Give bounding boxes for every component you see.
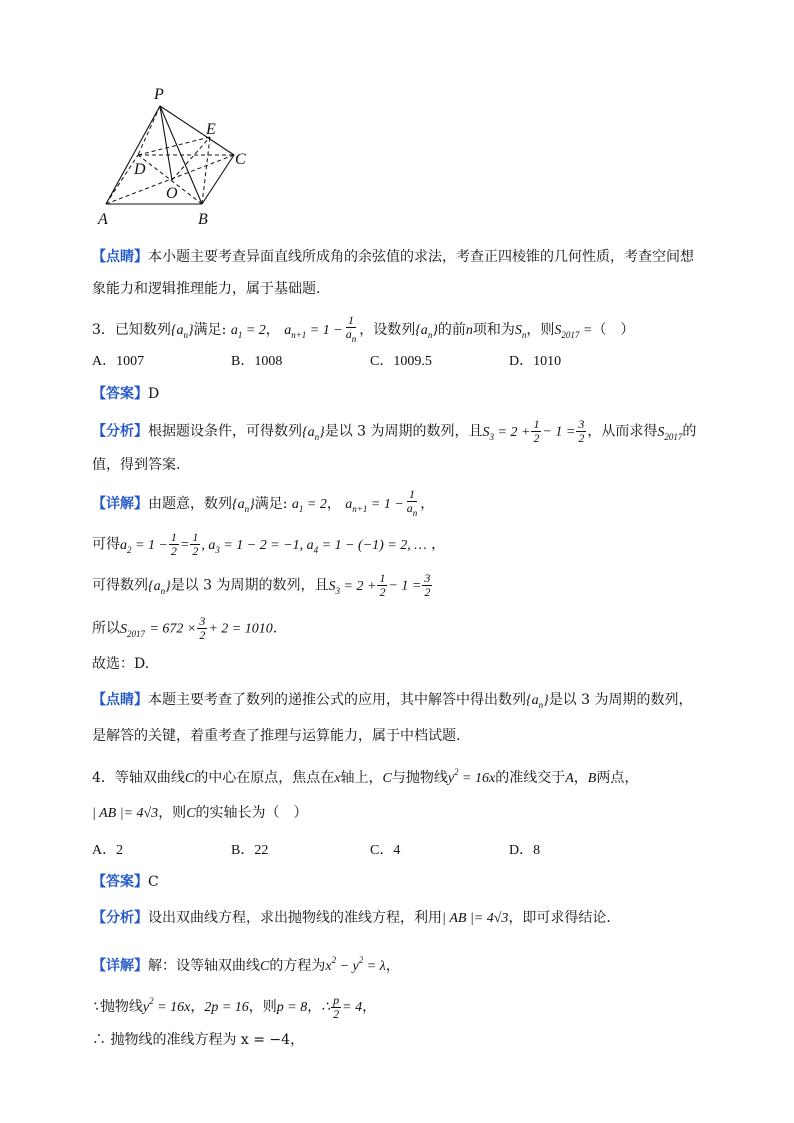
q3-choice-c[interactable]: C．1009.5 — [370, 354, 432, 369]
q3-analysis-line2: 值，得到答案. — [92, 457, 181, 473]
q3-detail-line1: 【详解】由题意，数列$\{a_n\}$满足: $a_1 = 2$， $a_{n+1} = 1$ − $\frac{1}{a_n}$ ， — [92, 487, 435, 518]
question-4-stem-line1: 4．等轴双曲线C的中心在原点，焦点在x轴上，C与抛物线$y^2 = 16x$的准线交于A，B两点， — [92, 767, 639, 786]
label-A: A — [98, 211, 108, 228]
label-P: P — [154, 86, 164, 103]
q3-detail-line4: 所以$S_{2017} = 672$ × $\frac{3}{2}$ + 2 = 1010. — [92, 614, 278, 642]
q3-detail-line3: 可得数列$\{a_n\}$是以 3 为周期的数列，且$S_3 = 2$ + $\frac{1}{2}$ − 1 = $\frac{3}{2}$ — [92, 571, 431, 599]
q3-dianjing-line1: 【点睛】本题主要考查了数列的递推公式的应用，其中解答中得出数列$\{a_n\}$是以 3 为周期的数列， — [92, 692, 693, 710]
q4-choice-d[interactable]: D．8 — [509, 843, 541, 858]
q4-choice-a[interactable]: A．2 — [92, 843, 124, 858]
edge-PA — [106, 106, 160, 204]
label-D: D — [134, 161, 146, 178]
q4-choice-c[interactable]: C．4 — [370, 843, 401, 858]
question-3-stem: 3．已知数列$\{a_n\}$满足: $a_1 = 2$， $a_{n+1} = 1$ − $\frac{1}{a_n}$ ，设数列$\{a_n\}$的前n项和为$S_n$，则$S_{2017}$ =（ ） — [92, 313, 635, 344]
q4-detail-line1: 【详解】解：设等轴双曲线C的方程为$x^2 - y^2 = \lambda$， — [92, 955, 400, 974]
q3-choice-a[interactable]: A．1007 — [92, 354, 145, 369]
edge-BC — [202, 155, 234, 204]
q4-answer: 【答案】C — [92, 874, 159, 890]
question-4-stem-line2: | AB |= 4√3，则C的实轴长为（ ） — [92, 805, 308, 821]
q4-analysis: 【分析】设出双曲线方程，求出抛物线的准线方程，利用| AB |= 4√3，即可求得结论. — [92, 910, 611, 926]
label-C: C — [235, 151, 246, 168]
q4-choice-b[interactable]: B．22 — [231, 843, 269, 858]
pyramid-figure — [92, 82, 262, 232]
q3-dianjing-line2: 是解答的关键，着重考查了推理与运算能力，属于中档试题. — [92, 728, 461, 744]
seg-OE — [172, 137, 210, 180]
dianjing-1-line1: 【点睛】本小题主要考查异面直线所成角的余弦值的求法，考查正四棱锥的几何性质，考查空间想 — [92, 249, 694, 265]
label-O: O — [166, 185, 178, 202]
label-B: B — [198, 211, 208, 228]
q3-analysis-line1: 【分析】根据题设条件，可得数列$\{a_n\}$是以 3 为周期的数列，且$S_3 = 2$ + $\frac{1}{2}$ − 1 = $\frac{3}{2}$ ，从而求得$S_{2017}$的 — [92, 417, 697, 445]
q3-choice-b[interactable]: B．1008 — [231, 354, 283, 369]
q4-detail-line3: ∴ 抛物线的准线方程为 x = −4， — [92, 1032, 305, 1048]
q3-answer: 【答案】D — [92, 386, 160, 402]
q3-choice-d[interactable]: D．1010 — [509, 354, 562, 369]
q3-detail-line5: 故选：D. — [92, 656, 150, 672]
edge-PC — [160, 106, 234, 155]
dianjing-1-line2: 象能力和逻辑推理能力，属于基础题. — [92, 281, 321, 297]
dianjing-tag: 【点睛】 — [92, 249, 148, 265]
q3-detail-line2: 可得$a_2 = 1$ − $\frac{1}{2}$ = $\frac{1}{2}$ , $a_3 = 1 - 2 = -1$, $a_4 = 1 - (-1) = 2$, … ， — [92, 530, 446, 558]
edge-PD — [138, 106, 160, 155]
label-E: E — [206, 121, 216, 138]
edge-PO — [160, 106, 172, 180]
q4-detail-line2: ∵抛物线$y^2 = 16x$，2p = 16，则p = 8，∴ $\frac{p}{2}$ = 4， — [92, 992, 377, 1021]
